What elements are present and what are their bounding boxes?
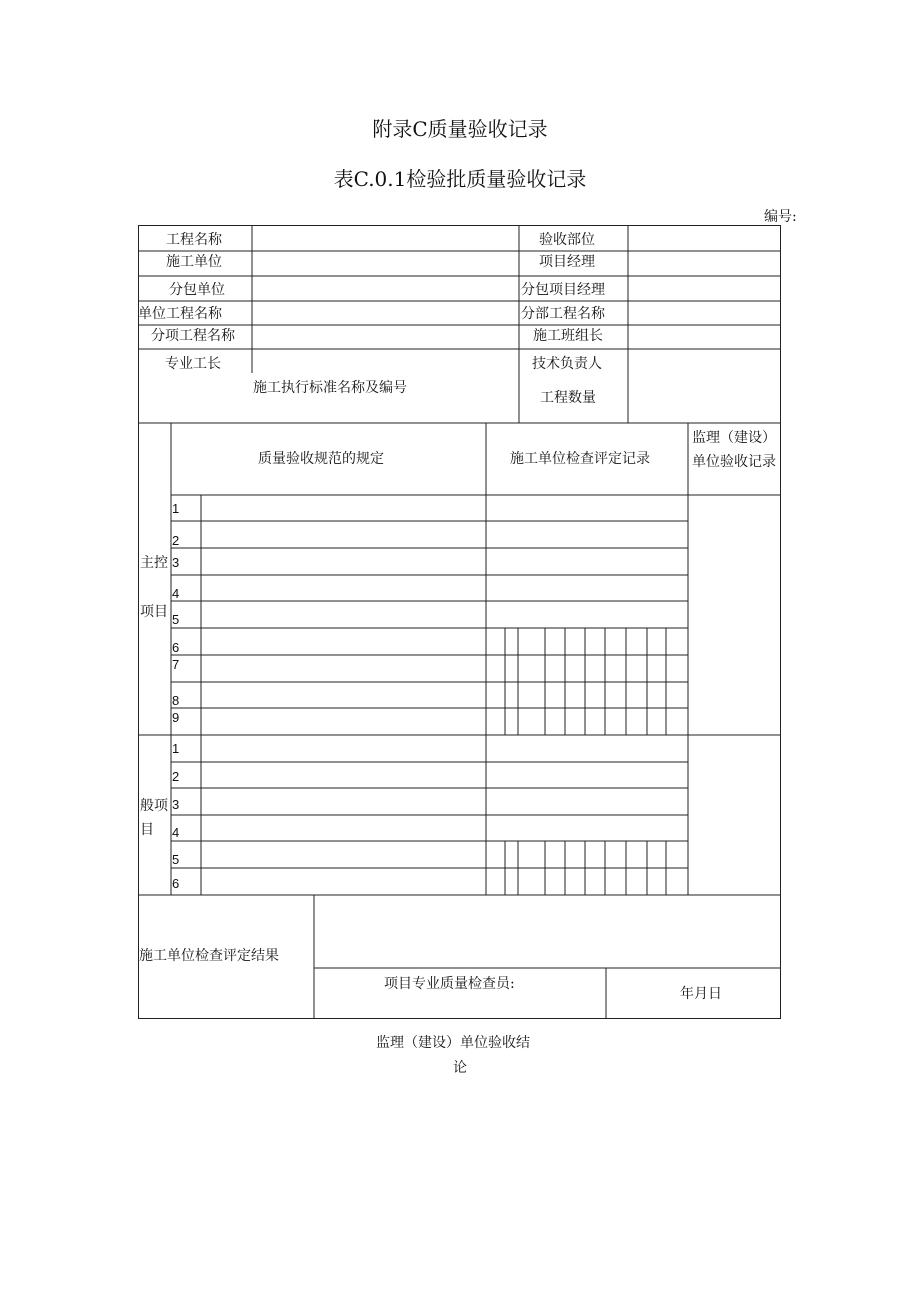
subcontract-manager-label: 分包项目经理: [521, 282, 605, 298]
spec-column-header: 质量验收规范的规定: [258, 451, 384, 467]
number-label: 编号:: [764, 209, 797, 225]
supervision-conclusion-label: 监理（建设）单位验收结: [376, 1035, 530, 1051]
general-row-number: 5: [172, 852, 180, 867]
main-row-number: 6: [172, 640, 180, 655]
main-row-number: 7: [172, 657, 180, 672]
main-row-number: 5: [172, 612, 180, 627]
date-label: 年月日: [680, 986, 722, 1002]
construction-result-label: 施工单位检查评定结果: [139, 948, 279, 964]
construction-record-column-header: 施工单位检查评定记录: [510, 451, 650, 467]
team-leader-label: 施工班组长: [533, 328, 603, 344]
form-title: 表C.0.1检验批质量验收记录: [333, 167, 587, 191]
main-row-number: 8: [172, 693, 180, 708]
general-row-number: 4: [172, 825, 180, 840]
subcontract-unit-label: 分包单位: [169, 282, 225, 298]
quantity-label: 工程数量: [540, 390, 596, 406]
project-manager-label: 项目经理: [539, 254, 595, 270]
quality-inspector-label: 项目专业质量检查员:: [384, 976, 515, 992]
main-row-number: 3: [172, 555, 180, 570]
general-row-number: 2: [172, 769, 180, 784]
standard-name-label: 施工执行标准名称及编号: [253, 380, 407, 396]
main-items-label-2: 项目: [140, 604, 168, 620]
page-title: 附录C质量验收记录: [372, 117, 548, 141]
main-row-number: 9: [172, 710, 180, 725]
general-row-number: 6: [172, 876, 180, 891]
inspection-form-table: [138, 225, 781, 1019]
sub-item-project-name-label: 分项工程名称: [151, 328, 235, 344]
project-name-label: 工程名称: [166, 232, 222, 248]
foreman-label: 专业工长: [165, 356, 221, 372]
accept-part-label: 验收部位: [539, 232, 595, 248]
main-items-label-1: 主控: [140, 555, 168, 571]
construction-unit-label: 施工单位: [166, 254, 222, 270]
supervision-record-column-header: 监理（建设）单位验收记录: [692, 430, 776, 470]
general-row-number: 1: [172, 741, 180, 756]
unit-project-name-label: 单位工程名称: [138, 306, 222, 322]
general-row-number: 3: [172, 797, 180, 812]
general-items-label-2: 目: [140, 822, 154, 838]
main-row-number: 2: [172, 533, 180, 548]
main-row-number: 4: [172, 586, 180, 601]
main-row-number: 1: [172, 501, 180, 516]
division-project-name-label: 分部工程名称: [521, 306, 605, 322]
tech-lead-label: 技术负责人: [532, 356, 602, 372]
supervision-conclusion-label-tail: 论: [453, 1060, 467, 1076]
general-items-label-1: 般项: [140, 798, 168, 814]
